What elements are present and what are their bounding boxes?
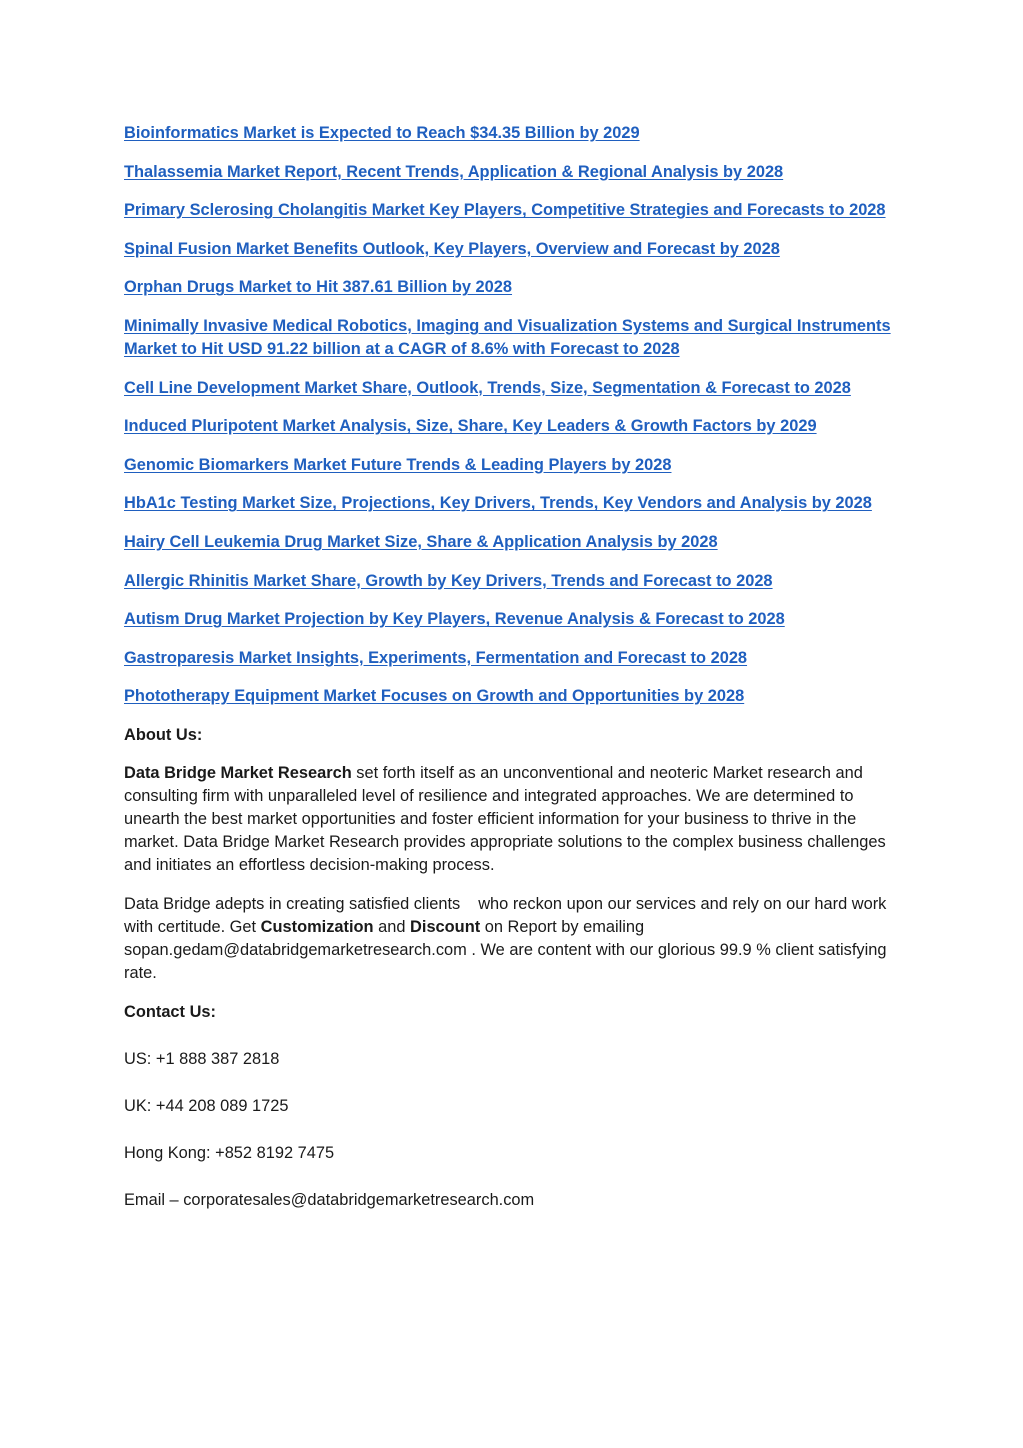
about-paragraph [124, 762, 899, 877]
report-link[interactable]: Thalassemia Market Report, Recent Trends, Application & Regional Analysis by 2028 [124, 162, 784, 181]
and-text: and [373, 917, 411, 936]
list-item [124, 492, 899, 515]
customization-label: Customization [260, 917, 374, 936]
contact-email: Email – corporatesales@databridgemarketresearch.com [124, 1190, 535, 1209]
report-link[interactable]: Minimally Invasive Medical Robotics, Imaging and Visualization Systems and Surgical Instruments Market to Hit USD 91.22 billion at a CAGR of 8.6% with Forecast to 2028 [124, 316, 891, 358]
list-item [124, 122, 899, 145]
list-item [124, 161, 899, 184]
about-heading: About Us: [124, 725, 203, 744]
customization-paragraph [124, 893, 899, 985]
report-link[interactable]: Orphan Drugs Market to Hit 387.61 Billion by 2028 [124, 278, 513, 297]
list-item [124, 238, 899, 261]
contact-us-phone: US: +1 888 387 2818 [124, 1049, 280, 1068]
report-link[interactable]: Gastroparesis Market Insights, Experiments, Fermentation and Forecast to 2028 [124, 648, 748, 667]
list-item [124, 199, 899, 222]
report-link[interactable]: Primary Sclerosing Cholangitis Market Key Players, Competitive Strategies and Forecasts to 2028 [124, 201, 886, 220]
list-item [124, 315, 899, 361]
report-link[interactable]: HbA1c Testing Market Size, Projections, Key Drivers, Trends, Key Vendors and Analysis by 2028 [124, 494, 872, 513]
list-item [124, 454, 899, 477]
contact-uk-phone: UK: +44 208 089 1725 [124, 1096, 289, 1115]
document-page [124, 122, 899, 1236]
list-item [124, 377, 899, 400]
report-link[interactable]: Bioinformatics Market is Expected to Reach $34.35 Billion by 2029 [124, 124, 640, 142]
list-item [124, 570, 899, 593]
report-link[interactable]: Phototherapy Equipment Market Focuses on Growth and Opportunities by 2028 [124, 687, 745, 706]
about-paragraph-text: set forth itself as an unconventional and neoteric Market research and consulting firm with unparalleled level of resilience and integrated approaches. We are determined to unearth the best market opportunities and foster efficient information for your business to thrive in the market. Data Bridge Market Research provides appropriate solutions to the complex business challenges and initiates an effortless decision-making process. [124, 763, 886, 874]
report-link[interactable]: Induced Pluripotent Market Analysis, Size, Share, Key Leaders & Growth Factors by 2029 [124, 417, 817, 436]
report-link[interactable]: Spinal Fusion Market Benefits Outlook, Key Players, Overview and Forecast by 2028 [124, 239, 780, 258]
related-reports-list [124, 122, 899, 708]
customization-text-2: who reckon upon our services and rely on our hard work with certitude. Get [124, 894, 887, 936]
report-link[interactable]: Autism Drug Market Projection by Key Players, Revenue Analysis & Forecast to 2028 [124, 610, 785, 629]
report-link[interactable]: Hairy Cell Leukemia Drug Market Size, Share & Application Analysis by 2028 [124, 532, 718, 551]
list-item [124, 531, 899, 554]
report-link[interactable]: Genomic Biomarkers Market Future Trends & Leading Players by 2028 [124, 455, 672, 474]
company-name: Data Bridge Market Research [124, 763, 352, 782]
customization-text-1: Data Bridge adepts in creating satisfied clients [124, 894, 461, 913]
customization-text-3: on Report by emailing sopan.gedam@databridgemarketresearch.com . We are content with our glorious 99.9 % client satisfying rate. [124, 917, 887, 982]
list-item [124, 276, 899, 299]
contact-heading: Contact Us: [124, 1002, 216, 1021]
list-item [124, 685, 899, 708]
list-item [124, 647, 899, 670]
list-item [124, 608, 899, 631]
report-link[interactable]: Allergic Rhinitis Market Share, Growth by Key Drivers, Trends and Forecast to 2028 [124, 571, 773, 590]
discount-label: Discount [410, 917, 481, 936]
report-link[interactable]: Cell Line Development Market Share, Outlook, Trends, Size, Segmentation & Forecast to 2028 [124, 378, 851, 397]
contact-hong-kong-phone: Hong Kong: +852 8192 7475 [124, 1143, 335, 1162]
list-item [124, 415, 899, 438]
